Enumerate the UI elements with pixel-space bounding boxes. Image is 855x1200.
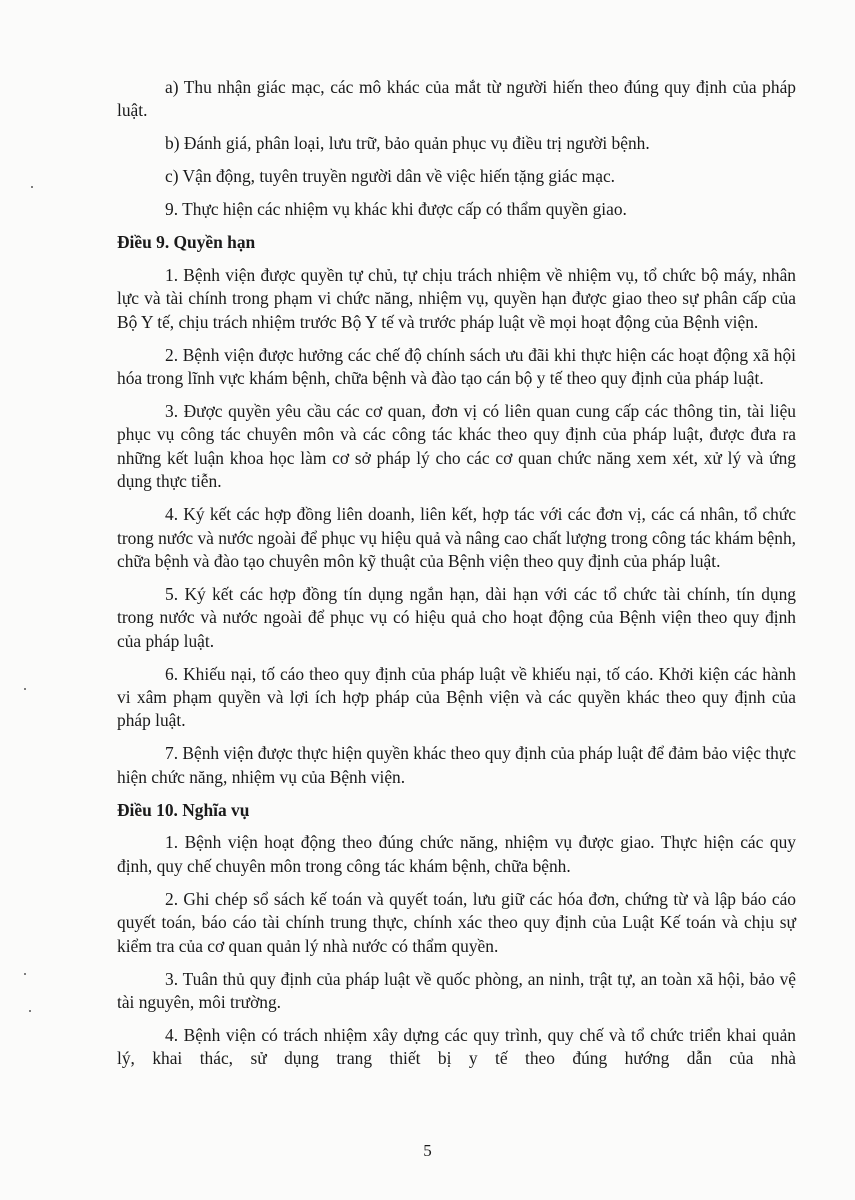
article-9-clause-4: 4. Ký kết các hợp đồng liên doanh, liên kết, hợp tác với các đơn vị, các cá nhân, tổ chức trong nước và nước ngoài để phục vụ hiệu quả và nâng cao chất lượng trong công tác khám bệnh, chữa bệnh và đào tạo chuyên môn kỹ thuật của Bệnh viện theo quy định của pháp luật.	[117, 504, 796, 571]
scan-speck	[29, 1010, 31, 1012]
article-10-clause-3: 3. Tuân thủ quy định của pháp luật về quốc phòng, an ninh, trật tự, an toàn xã hội, bảo vệ tài nguyên, môi trường.	[117, 968, 796, 1012]
article-10-clause-2: 2. Ghi chép sổ sách kế toán và quyết toán, lưu giữ các hóa đơn, chứng từ và lập báo cáo quyết toán, báo cáo tài chính trung thực, chính xác theo quy định của Luật Kế toán và chịu sự kiểm tra của cơ quan quản lý nhà nước có thẩm quyền.	[117, 888, 796, 956]
document-body	[117, 76, 796, 1080]
article-9-clause-5: 5. Ký kết các hợp đồng tín dụng ngắn hạn, dài hạn với các tổ chức tài chính, tín dụng trong nước và nước ngoài để phục vụ có hiệu quả cho hoạt động của Bệnh viện theo quy định của pháp luật.	[117, 583, 796, 651]
article-10-heading: Điều 10. Nghĩa vụ	[117, 799, 250, 820]
article-10-clause-1: 1. Bệnh viện hoạt động theo đúng chức năng, nhiệm vụ được giao. Thực hiện các quy định, quy chế chuyên môn trong công tác khám bệnh, chữa bệnh.	[117, 832, 796, 876]
article-9-clause-7: 7. Bệnh viện được thực hiện quyền khác theo quy định của pháp luật để đảm bảo việc thực hiện chức năng, nhiệm vụ của Bệnh viện.	[117, 743, 796, 787]
paragraph-item-a: a) Thu nhận giác mạc, các mô khác của mắt từ người hiến theo đúng quy định của pháp luật.	[117, 77, 796, 121]
scan-speck	[31, 186, 33, 188]
article-10-clause-4: 4. Bệnh viện có trách nhiệm xây dựng các quy trình, quy chế và tổ chức triển khai quản lý, khai thác, sử dụng trang thiết bị y tế theo đúng hướng dẫn của nhà	[117, 1024, 796, 1069]
article-9-clause-3: 3. Được quyền yêu cầu các cơ quan, đơn vị có liên quan cung cấp các thông tin, tài liệu phục vụ công tác chuyên môn và các công tác khác theo quy định của pháp luật, được đưa ra những kết luận khoa học làm cơ sở pháp lý cho các cơ quan chức năng xem xét, xử lý và ứng dụng thực tiễn.	[117, 400, 796, 492]
scan-speck	[24, 973, 26, 975]
page-number: 5	[423, 1141, 432, 1160]
article-9-clause-6: 6. Khiếu nại, tố cáo theo quy định của pháp luật về khiếu nại, tố cáo. Khởi kiện các hành vi xâm phạm quyền và lợi ích hợp pháp của Bệnh viện và các quyền khác theo quy định của pháp luật.	[117, 663, 796, 731]
paragraph-item-b: b) Đánh giá, phân loại, lưu trữ, bảo quản phục vụ điều trị người bệnh.	[165, 133, 650, 154]
article-9-clause-1: 1. Bệnh viện được quyền tự chủ, tự chịu trách nhiệm về nhiệm vụ, tổ chức bộ máy, nhân lực và tài chính trong phạm vi chức năng, nhiệm vụ, quyền hạn được giao theo sự phân cấp của Bộ Y tế, chịu trách nhiệm trước Bộ Y tế và trước pháp luật về mọi hoạt động của Bệnh viện.	[117, 264, 796, 332]
paragraph-item-9: 9. Thực hiện các nhiệm vụ khác khi được cấp có thẩm quyền giao.	[165, 199, 627, 220]
article-9-clause-2: 2. Bệnh viện được hưởng các chế độ chính sách ưu đãi khi thực hiện các hoạt động xã hội hóa trong lĩnh vực khám bệnh, chữa bệnh và đào tạo cán bộ y tế theo quy định của pháp luật.	[117, 344, 796, 389]
article-9-heading: Điều 9. Quyền hạn	[117, 232, 256, 253]
scan-speck	[24, 688, 26, 690]
paragraph-item-c: c) Vận động, tuyên truyền người dân về việc hiến tặng giác mạc.	[165, 166, 616, 187]
